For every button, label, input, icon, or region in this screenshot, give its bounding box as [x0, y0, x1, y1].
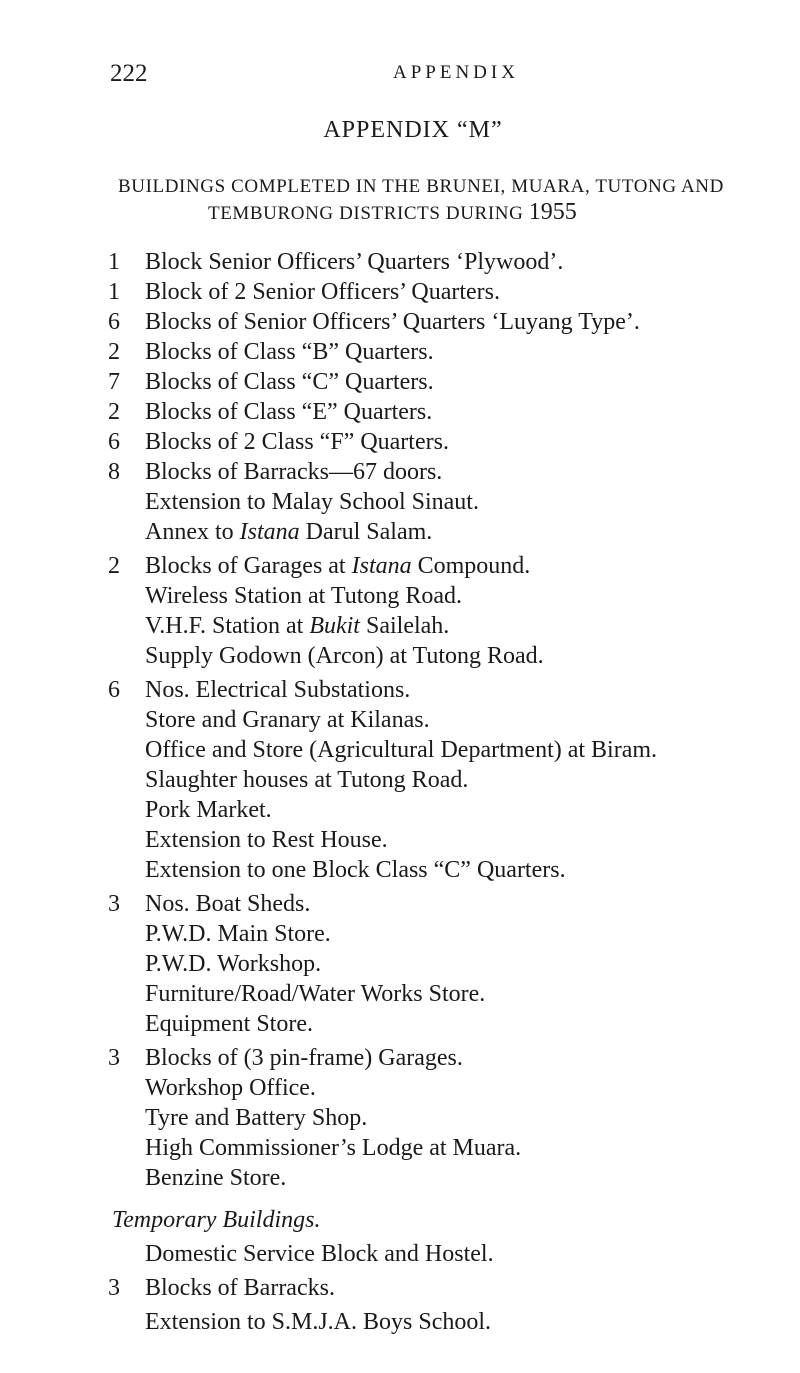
item-text: Store and Granary at Kilanas.: [145, 707, 430, 733]
item-text: Blocks of 2 Class “F” Quarters.: [145, 429, 449, 455]
list-item: [108, 889, 778, 1039]
item-text: Workshop Office.: [145, 1075, 316, 1101]
list-item: [108, 277, 778, 307]
item-text: Domestic Service Block and Hostel.: [145, 1241, 494, 1267]
list-item: [108, 457, 778, 547]
item-text: Extension to S.M.J.A. Boys School.: [145, 1309, 492, 1335]
item-count: 3: [108, 1275, 120, 1301]
text-run: V.H.F. Station at: [145, 613, 310, 639]
item-count: 1: [108, 249, 120, 275]
item-text: Extension to Rest House.: [145, 827, 388, 853]
item-text: [145, 517, 778, 547]
subtitle-year: 1955: [528, 199, 577, 225]
list-item: [108, 367, 778, 397]
item-text: Blocks of Class “C” Quarters.: [145, 369, 434, 395]
list-item: [108, 1239, 778, 1269]
subtitle-line-1: BUILDINGS COMPLETED IN THE BRUNEI, MUARA, TUTONG AND: [118, 176, 724, 197]
list-item: [108, 551, 778, 671]
italic-term: Bukit: [309, 613, 360, 639]
item-text: Nos. Electrical Substations.: [145, 677, 411, 703]
item-text: Blocks of (3 pin-frame) Garages.: [145, 1045, 463, 1071]
item-count: 8: [108, 459, 120, 485]
list-item: [108, 247, 778, 277]
text-run: Blocks of Garages at: [145, 553, 352, 579]
section-title-temporary: Temporary Buildings.: [112, 1207, 321, 1233]
list-item: [108, 1307, 778, 1337]
item-count: 7: [108, 369, 120, 395]
item-text: [145, 611, 778, 641]
item-text: Tyre and Battery Shop.: [145, 1105, 368, 1131]
italic-term: Istana: [239, 519, 300, 545]
item-text: Block Senior Officers’ Quarters ‘Plywood’.: [145, 249, 564, 275]
text-run: Compound.: [411, 553, 531, 579]
item-text: Equipment Store.: [145, 1011, 313, 1037]
item-text: Pork Market.: [145, 797, 272, 823]
list-item: [108, 397, 778, 427]
page-number: 222: [110, 60, 148, 87]
running-header: [110, 60, 770, 90]
list-item: [108, 1043, 778, 1193]
item-text: Wireless Station at Tutong Road.: [145, 583, 463, 609]
building-list: [108, 247, 778, 1337]
subtitle-line-2: [208, 199, 800, 226]
running-title: APPENDIX: [393, 62, 519, 83]
item-text: Nos. Boat Sheds.: [145, 891, 311, 917]
item-text: Supply Godown (Arcon) at Tutong Road.: [145, 643, 544, 669]
appendix-title: APPENDIX “M”: [323, 117, 503, 143]
item-count: 6: [108, 429, 120, 455]
subtitle-line-2-text: TEMBURONG DISTRICTS DURING: [208, 203, 524, 224]
item-text: P.W.D. Workshop.: [145, 951, 322, 977]
item-text: Office and Store (Agricultural Department) at Biram.: [145, 737, 658, 763]
text-run: Sailelah.: [359, 613, 450, 639]
item-text: Furniture/Road/Water Works Store.: [145, 981, 486, 1007]
item-text: Blocks of Senior Officers’ Quarters ‘Luyang Type’.: [145, 309, 640, 335]
item-text: P.W.D. Main Store.: [145, 921, 331, 947]
item-count: 2: [108, 553, 120, 579]
item-text: Blocks of Class “B” Quarters.: [145, 339, 434, 365]
item-count: 6: [108, 677, 120, 703]
list-item: [108, 427, 778, 457]
item-count: 3: [108, 1045, 120, 1071]
item-text: Blocks of Barracks—67 doors.: [145, 459, 443, 485]
item-count: 2: [108, 399, 120, 425]
item-text: Extension to one Block Class “C” Quarters.: [145, 857, 566, 883]
item-count: 6: [108, 309, 120, 335]
list-item: [108, 675, 778, 885]
text-run: Darul Salam.: [299, 519, 433, 545]
item-text: [145, 551, 778, 581]
item-text: Blocks of Barracks.: [145, 1275, 335, 1301]
item-text: High Commissioner’s Lodge at Muara.: [145, 1135, 522, 1161]
list-item: [108, 1273, 778, 1303]
item-text: Block of 2 Senior Officers’ Quarters.: [145, 279, 501, 305]
item-text: Slaughter houses at Tutong Road.: [145, 767, 469, 793]
item-text: Benzine Store.: [145, 1165, 287, 1191]
text-run: Annex to: [145, 519, 240, 545]
item-count: 2: [108, 339, 120, 365]
item-text: Extension to Malay School Sinaut.: [145, 489, 479, 515]
list-item: [108, 307, 778, 337]
item-text: Blocks of Class “E” Quarters.: [145, 399, 433, 425]
item-count: 3: [108, 891, 120, 917]
italic-term: Istana: [351, 553, 412, 579]
list-item: [108, 337, 778, 367]
item-count: 1: [108, 279, 120, 305]
